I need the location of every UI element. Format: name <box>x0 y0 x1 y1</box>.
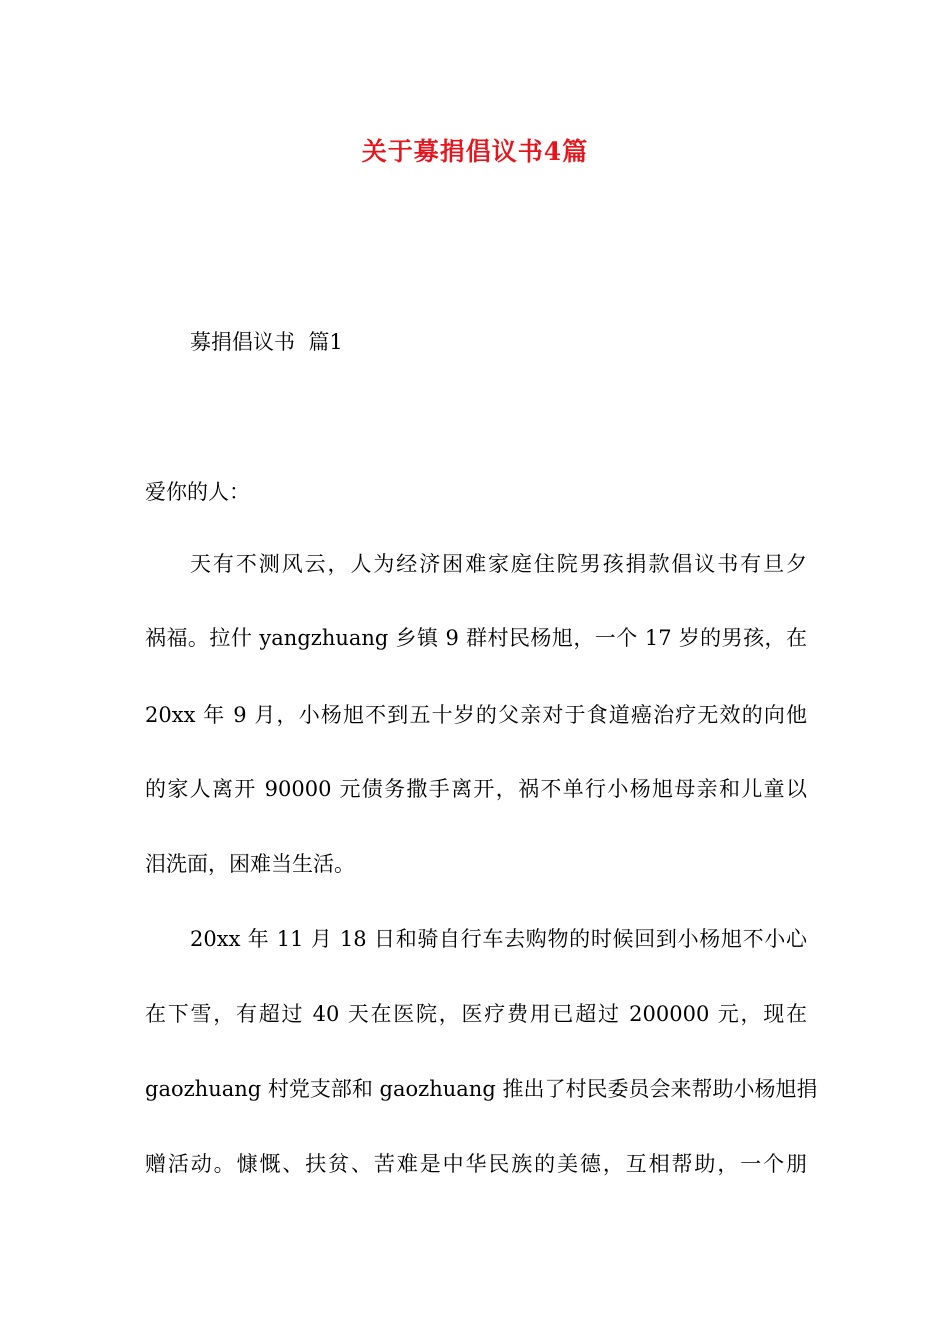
paragraph-2-line-4: 赠活动。慷慨、扶贫、苦难是中华民族的美德，互相帮助，一个朋 <box>145 1152 807 1176</box>
paragraph-2-line-2: 在下雪，有超过 40 天在医院，医疗费用已超过 200000 元，现在 <box>145 1002 807 1026</box>
salutation: 爱你的人： <box>145 480 250 504</box>
paragraph-1-line-2: 祸福。拉什 yangzhuang 乡镇 9 群村民杨旭，一个 17 岁的男孩，在 <box>145 626 807 650</box>
paragraph-1-line-1: 天有不测风云，人为经济困难家庭住院男孩捐款倡议书有旦夕 <box>190 552 807 576</box>
paragraph-2-line-1: 20xx 年 11 月 18 日和骑自行车去购物的时候回到小杨旭不小心 <box>190 927 807 951</box>
paragraph-1-line-3: 20xx 年 9 月，小杨旭不到五十岁的父亲对于食道癌治疗无效的向他 <box>145 703 807 727</box>
document-title: 关于募捐倡议书4篇 <box>361 137 589 166</box>
paragraph-1-line-5: 泪洗面，困难当生活。 <box>145 852 355 876</box>
paragraph-1-line-4: 的家人离开 90000 元债务撒手离开，祸不单行小杨旭母亲和儿童以 <box>145 777 807 801</box>
section-heading: 募捐倡议书 篇1 <box>190 330 343 354</box>
paragraph-2-line-3: gaozhuang 村党支部和 gaozhuang 推出了村民委员会来帮助小杨旭捐 <box>145 1077 818 1101</box>
